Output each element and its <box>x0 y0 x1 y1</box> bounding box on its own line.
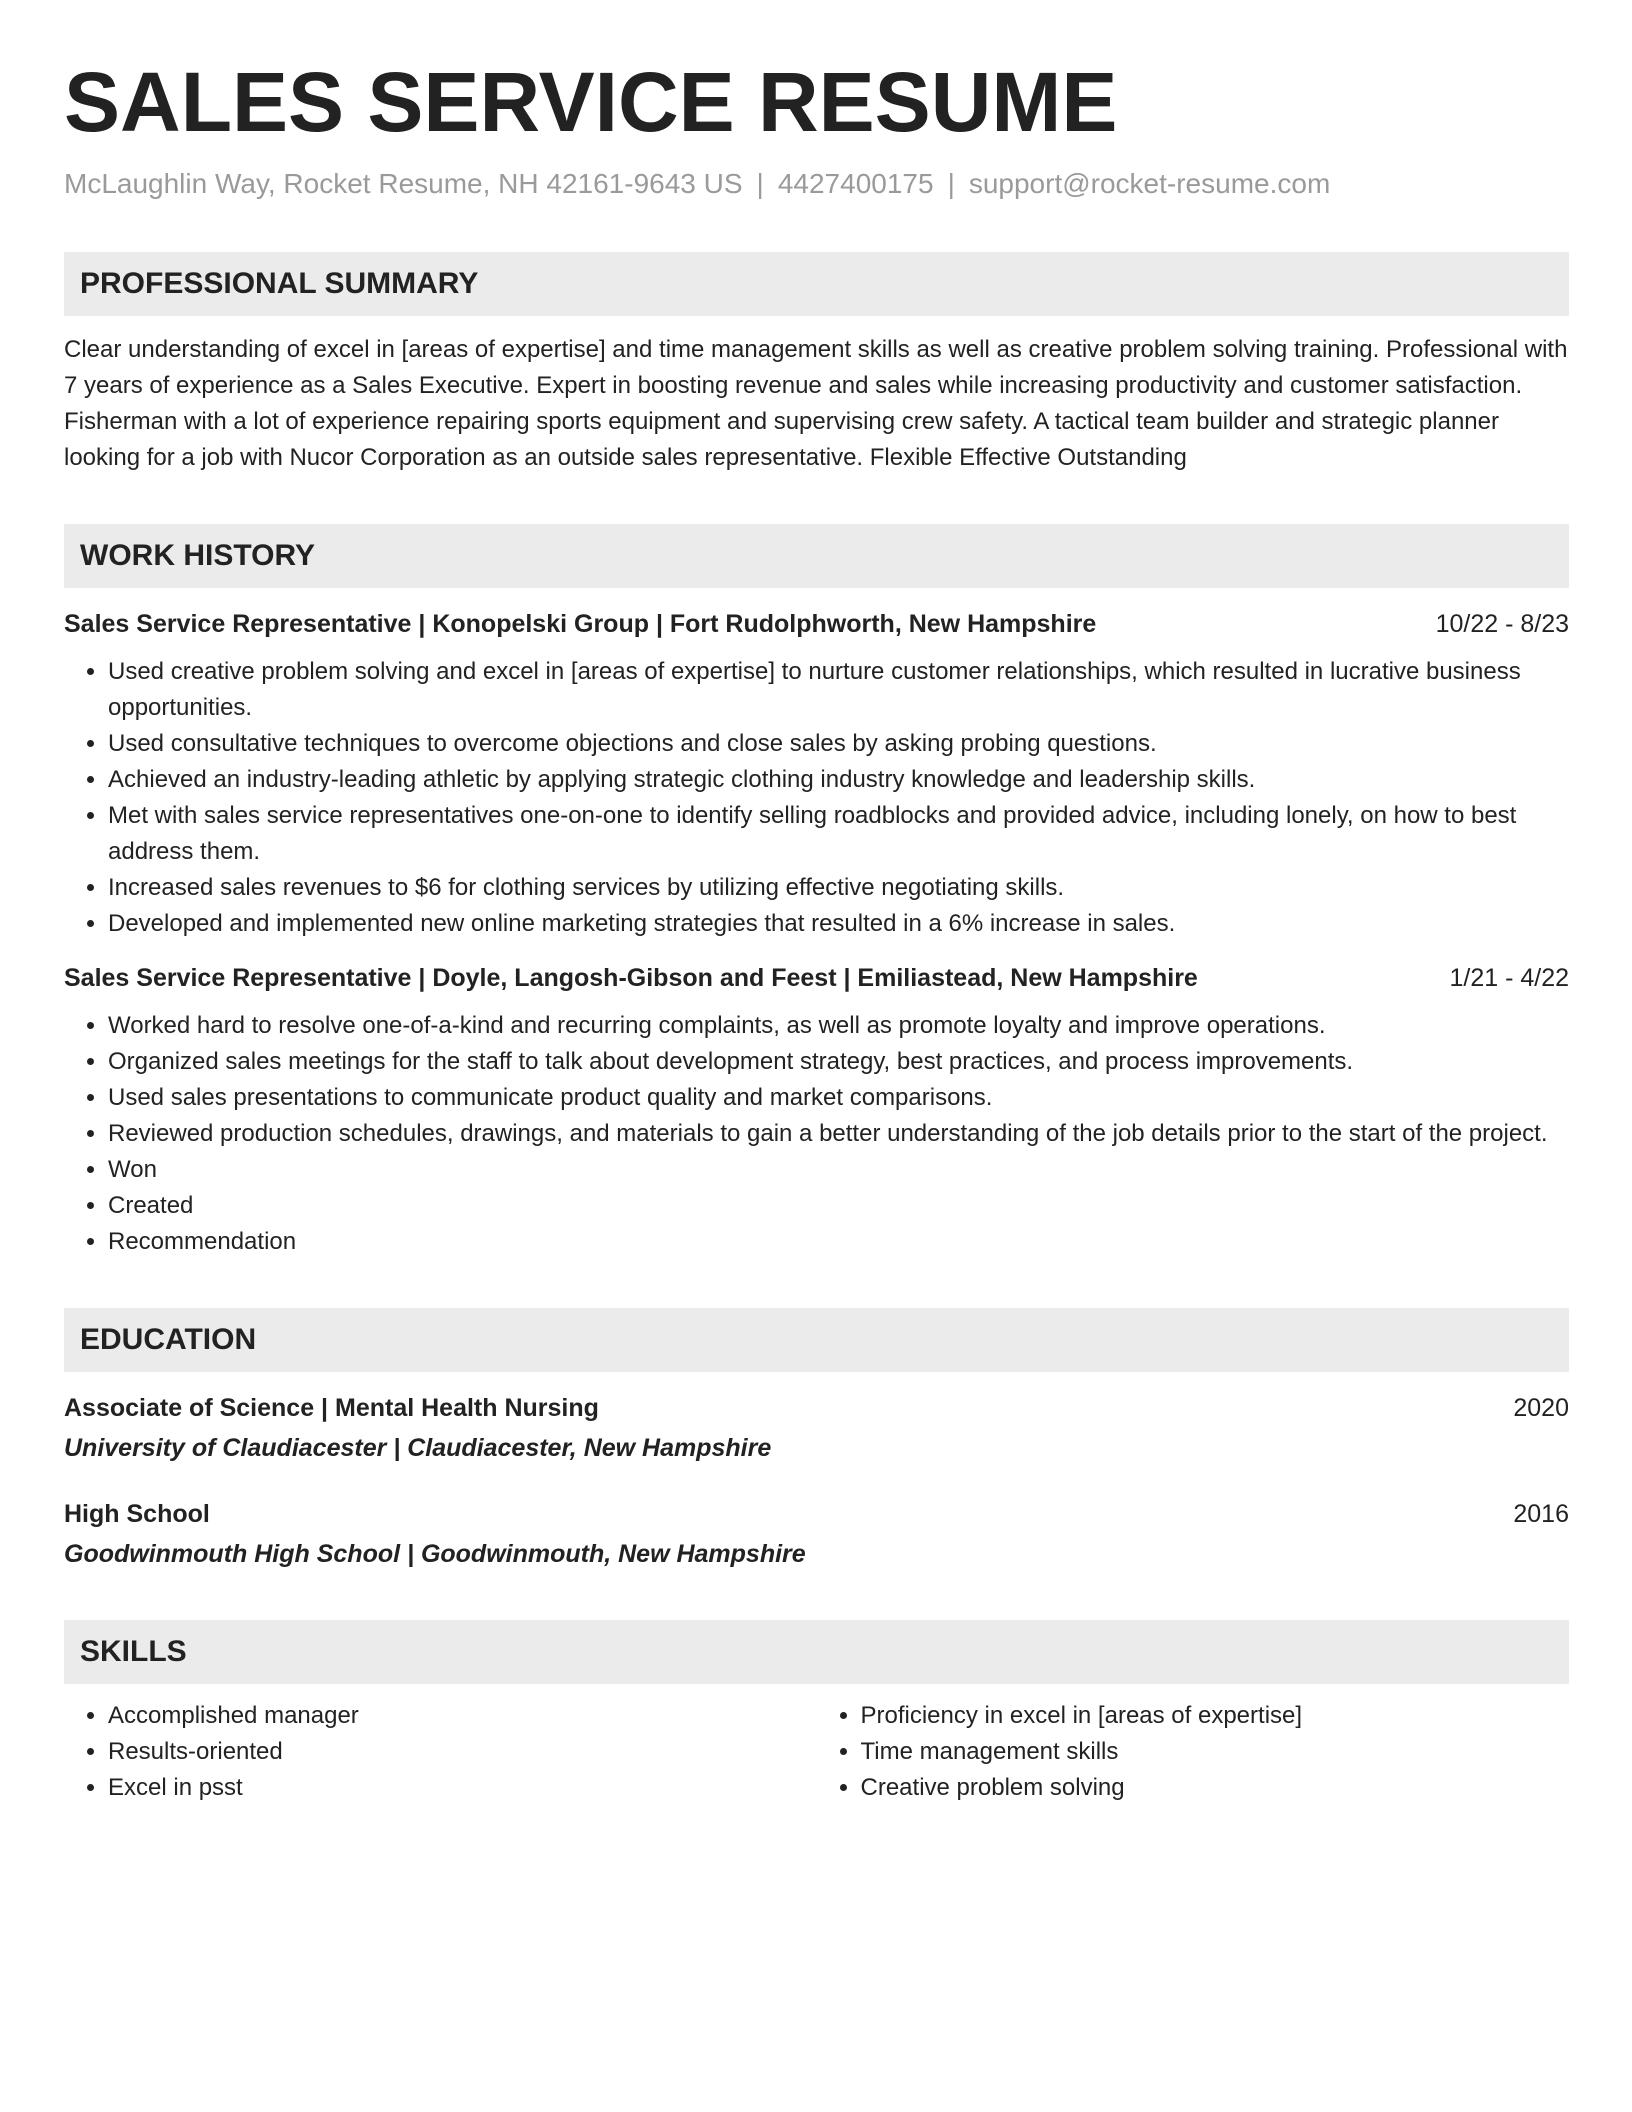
job-bullet: • Organized sales meetings for the staff to talk about development strategy, best practices, and process improvements. <box>108 1044 1569 1080</box>
education-entry <box>64 1390 1569 1466</box>
education-school: Goodwinmouth High School | Goodwinmouth, New Hampshire <box>64 1540 806 1568</box>
job-bullets <box>64 654 1569 942</box>
job-bullet: • Recommendation <box>108 1224 1569 1260</box>
resume-title: SALES SERVICE RESUME <box>64 55 1118 149</box>
job-bullet: • Met with sales service representatives one-on-one to identify selling roadblocks and provided advice, including lonely, on how to best address them. <box>108 798 1569 870</box>
contact-separator: | <box>947 168 955 199</box>
skills-column-left <box>64 1698 817 1806</box>
summary-text: Clear understanding of excel in [areas of expertise] and time management skills as well as creative problem solving training. Professional with 7 years of experience as a Sales Executive. Expert in boosting revenue and sales while increasing productivity and customer satisfaction. Fisherman with a lot of experience repairing sports equipment and supervising crew safety. A tactical team builder and strategic planner looking for a job with Nucor Corporation as an outside sales representative. Flexible Effective Outstanding <box>64 336 1568 471</box>
education-header <box>64 1390 1569 1426</box>
job-dates: 1/21 - 4/22 <box>1449 964 1569 992</box>
contact-phone: 4427400175 <box>777 168 934 199</box>
job-title: Sales Service Representative | Doyle, Langosh-Gibson and Feest | Emiliastead, New Hampshire <box>64 964 1198 992</box>
skill-item: • Time management skills <box>861 1734 1570 1770</box>
job-header <box>64 960 1569 996</box>
section-header-summary: PROFESSIONAL SUMMARY <box>64 252 1569 316</box>
contact-line <box>64 166 1569 202</box>
skills-column-right <box>817 1698 1570 1806</box>
job-bullet: • Used creative problem solving and excel in [areas of expertise] to nurture customer relationships, which resulted in lucrative business opportunities. <box>108 654 1569 726</box>
job-bullet: • Reviewed production schedules, drawings, and materials to gain a better understanding of the job details prior to the start of the project. <box>108 1116 1569 1152</box>
skill-item: • Creative problem solving <box>861 1770 1570 1806</box>
section-header-work-history: WORK HISTORY <box>64 524 1569 588</box>
skill-item: • Results-oriented <box>108 1734 817 1770</box>
contact-address: McLaughlin Way, Rocket Resume, NH 42161-9643 US <box>64 168 743 199</box>
skill-item: • Accomplished manager <box>108 1698 817 1734</box>
job-bullet: • Worked hard to resolve one-of-a-kind and recurring complaints, as well as promote loyalty and improve operations. <box>108 1008 1569 1044</box>
education-year: 2020 <box>1513 1394 1569 1422</box>
job-bullet: • Created <box>108 1188 1569 1224</box>
job-bullet: • Won <box>108 1152 1569 1188</box>
job-title: Sales Service Representative | Konopelski Group | Fort Rudolphworth, New Hampshire <box>64 610 1097 638</box>
skills-list <box>64 1698 1569 1806</box>
education-entry <box>64 1496 1569 1572</box>
section-header-education: EDUCATION <box>64 1308 1569 1372</box>
education-degree: High School <box>64 1500 210 1528</box>
job-header <box>64 606 1569 642</box>
job-dates: 10/22 - 8/23 <box>1435 610 1569 638</box>
job-bullet: • Used consultative techniques to overcome objections and close sales by asking probing questions. <box>108 726 1569 762</box>
education-degree: Associate of Science | Mental Health Nursing <box>64 1394 599 1422</box>
contact-separator: | <box>756 168 764 199</box>
job-bullet: • Achieved an industry-leading athletic by applying strategic clothing industry knowledge and leadership skills. <box>108 762 1569 798</box>
contact-email: support@rocket-resume.com <box>968 168 1331 199</box>
job-entry <box>64 606 1569 942</box>
job-entry <box>64 960 1569 1260</box>
education-year: 2016 <box>1513 1500 1569 1528</box>
section-header-skills: SKILLS <box>64 1620 1569 1684</box>
education-header <box>64 1496 1569 1532</box>
education-school: University of Claudiacester | Claudiacester, New Hampshire <box>64 1434 772 1462</box>
job-bullet: • Used sales presentations to communicate product quality and market comparisons. <box>108 1080 1569 1116</box>
skill-item: • Proficiency in excel in [areas of expertise] <box>861 1698 1570 1734</box>
job-bullet: • Developed and implemented new online marketing strategies that resulted in a 6% increase in sales. <box>108 906 1569 942</box>
job-bullets <box>64 1008 1569 1260</box>
job-bullet: • Increased sales revenues to $6 for clothing services by utilizing effective negotiating skills. <box>108 870 1569 906</box>
skill-item: • Excel in psst <box>108 1770 817 1806</box>
